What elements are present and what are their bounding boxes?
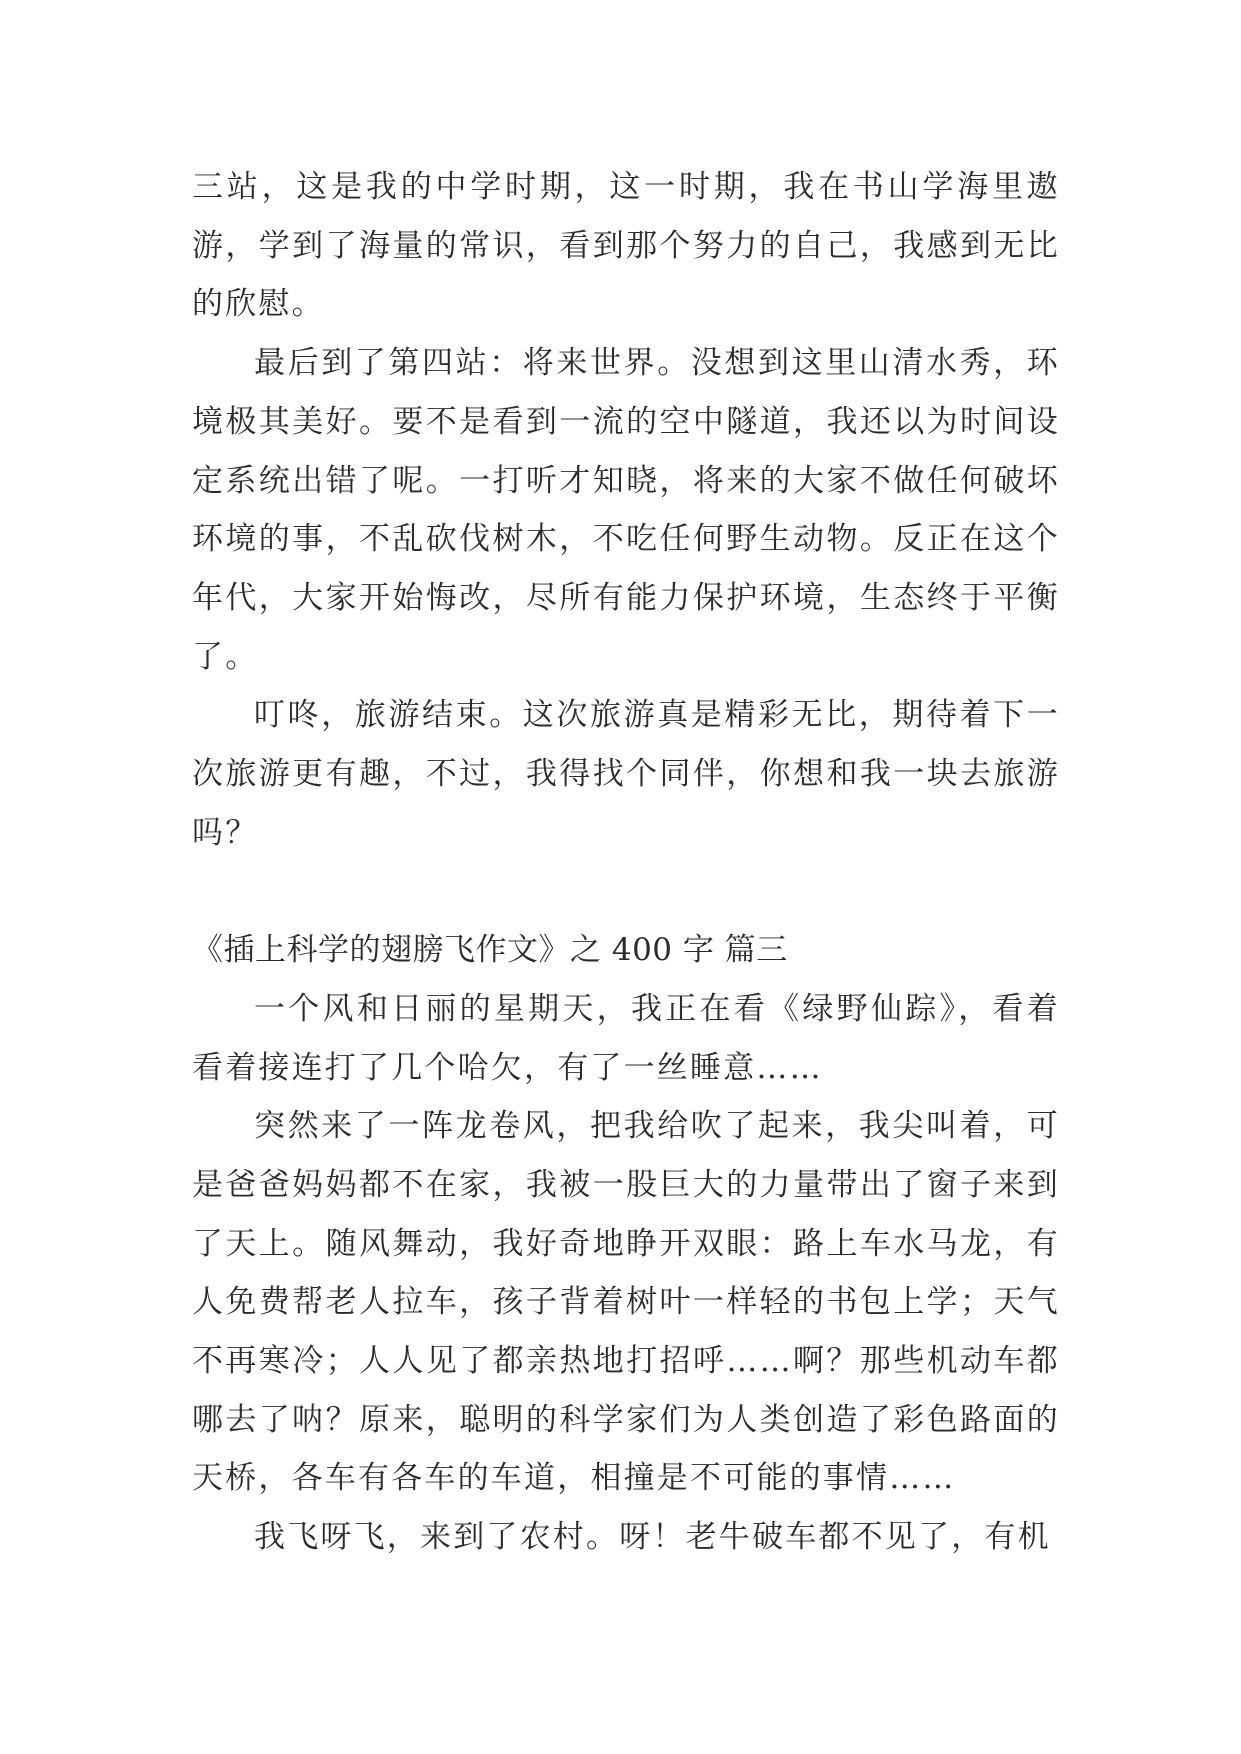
paragraph-continuation: 三站，这是我的中学时期，这一时期，我在书山学海里遨游，学到了海量的常识，看到那个努力的自己，我感到无比的欣慰。 [192,169,1060,323]
paragraph-tornado: 突然来了一阵龙卷风，把我给吹了起来，我尖叫着，可是爸爸妈妈都不在家，我被一股巨大的力量带出了窗子来到了天上。随风舞动，我好奇地睁开双眼：路上车水马龙，有人免费帮老人拉车，孩子背着树叶一样轻的书包上学；天气不再寒冷；人人见了都亲热地打招呼……啊？那些机动车都哪去了呐？原来，聪明的科学家们为人类创造了彩色路面的天桥，各车有各车的车道，相撞是不可能的事情…… [192,1108,1060,1497]
section-heading: 《插上科学的翅膀飞作文》之 400 字 篇三 [192,932,788,969]
paragraph-countryside: 我飞呀飞，来到了农村。呀！老牛破车都不见了，有机 [254,1519,1051,1556]
document-body [192,158,1060,1567]
paragraph-fourth-station: 最后到了第四站：将来世界。没想到这里山清水秀，环境极其美好。要不是看到一流的空中隧道，我还以为时间设定系统出错了呢。一打听才知晓，将来的大家不做任何破坏环境的事，不乱砍伐树木，不吃任何野生动物。反正在这个年代，大家开始悔改，尽所有能力保护环境，生态终于平衡了。 [192,345,1060,675]
paragraph-sunday: 一个风和日丽的星期天，我正在看《绿野仙踪》，看着看着接连打了几个哈欠，有了一丝睡意…… [192,990,1060,1086]
paragraph-trip-end: 叮咚，旅游结束。这次旅游真是精彩无比，期待着下一次旅游更有趣，不过，我得找个同伴，你想和我一块去旅游吗？ [192,697,1060,851]
section-spacer [192,862,1060,921]
